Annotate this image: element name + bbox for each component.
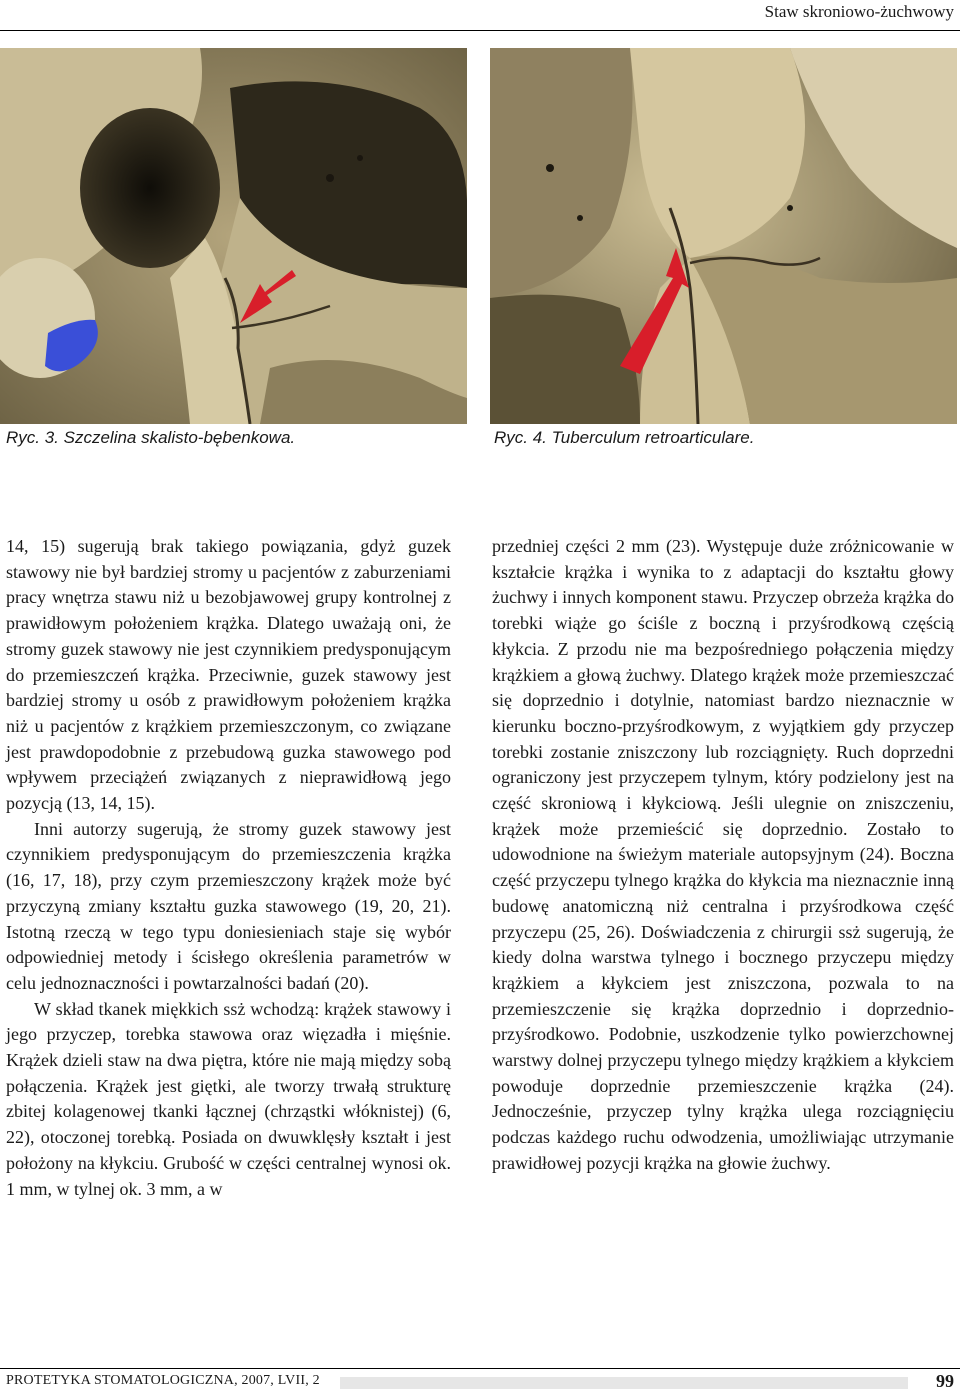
paragraph: 14, 15) sugerują brak takiego powiązania, gdyż guzek stawowy nie był bardziej stromy u pacjentów z zaburzeniami pracy wnętrza stawu niż u bezobjawowej grupy kontrolnej z prawidłowym położeniem krążka. Dlatego uważają oni, że stromy guzek stawowy nie jest czynnikiem predysponującym do przemieszczeń krążka. Przeciwnie, guzek stawowy jest bardziej stromy u osób z prawidłowym położeniem krążka niż u pacjentów z krążkiem przemieszczonym, co związane jest prawdopodobnie z przebudową guzka stawowego pod wpływem przeciążeń związanych z nieprawidłową jego pozycją (13, 14, 15). bbox=[6, 536, 451, 814]
paragraph: przedniej części 2 mm (23). Występuje duże zróżnicowanie w kształcie krążka i wynika to z adaptacji do kształtu głowy żuchwy i innych komponent stawu. Przyczep obrzeża krążka do torebki wiąże go ściśle z boczną i przyśrodkową częścią kłykcia. Z przodu nie ma bezpośredniego połączenia między krążkiem a głową żuchwy. Dlatego krążek może przemieszczać się doprzednio i dotylnie, natomiast bardzo nieznacznie w kierunku boczno-przyśrodkowym, z wyjątkiem gdy przyczep torebki zostanie zniszczony lub rozciągnięty. Ruch doprzedni ograniczony jest przyczepem tylnym, który podzielony jest na część skroniową i kłykciową. Jeśli ulegnie on zniszczeniu, krążek może przemieścić się doprzednio. Zostało to udowodnione na świeżym materiale autopsyjnym (24). Boczna część przyczepu tylnego krążka do kłykcia ma nieznacznie inną budowę anatomiczną niż centralna i przyśrodkowa część przyczepu (25, 26). Doświadczenia z chirurgii ssż sugerują, że kiedy dolna warstwa tylnego i bocznego przyczepu między krążkiem a kłykciem jest zniszczona, pozwala to na przemieszczenie się krążka doprzednio i doprzednio-przyśrodkowo. Podobnie, uszkodzenie tylko powierzchownej warstwy dolnej przyczepu tylnego między krążkiem a kłykciem powoduje doprzednie przemieszczenie krążka (24). Jednocześnie, przyczep tylny krążka ulega rozciągnięciu podczas każdego ruchu odwodzenia, umożliwiając utrzymanie prawidłowej pozycji krążka na głowie żuchwy. bbox=[492, 536, 954, 1173]
figure-3-photo bbox=[0, 48, 467, 424]
figure-3-caption: Ryc. 3. Szczelina skalisto-bębenkowa. bbox=[6, 428, 296, 447]
paragraph: W skład tkanek miękkich ssż wchodzą: krążek stawowy i jego przyczep, torebka stawowa oraz więzadła i mięśnie. Krążek dzieli staw na dwa piętra, które nie mają między sobą połączenia. Krążek jest giętki, ale tworzy trwałą strukturę zbitej kolagenowej tkanki łącznej (chrząstki włóknistej) (6, 22), otoczonej torebką. Posiada on dwuwklęsły kształt i jest położony na kłykciu. Grubość w części centralnej wynosi ok. 1 mm, w tylnej ok. 3 mm, a w bbox=[6, 998, 451, 1199]
paragraph: Inni autorzy sugerują, że stromy guzek stawowy jest czynnikiem predysponującym do przemieszczenia krążka (16, 17, 18), przy czym przemieszczony krążek może być przyczyną zmiany kształtu guzka stawowego (19, 20, 21). Istotną rzeczą w tego typu doniesieniach staje się wybór odpowiedniej metody i ścisłego określenia parametrów w celu jednoznaczności i powtarzalności badań (20). bbox=[6, 818, 451, 993]
page-number: 99 bbox=[936, 1371, 954, 1391]
right-text-column bbox=[492, 534, 954, 1177]
left-text-column bbox=[6, 534, 451, 1202]
running-title: Staw skroniowo-żuchwowy bbox=[764, 2, 954, 21]
page-footer bbox=[0, 1368, 960, 1396]
footer-rule-bar bbox=[340, 1377, 908, 1389]
petrotympanic-fissure-photo bbox=[0, 48, 467, 424]
running-header bbox=[0, 0, 960, 31]
figure-4-photo bbox=[490, 48, 957, 424]
figure-4-caption: Ryc. 4. Tuberculum retroarticulare. bbox=[494, 428, 755, 447]
journal-citation: PROTETYKA STOMATOLOGICZNA, 2007, LVII, 2 bbox=[6, 1373, 320, 1388]
retroarticular-tubercle-photo bbox=[490, 48, 957, 424]
